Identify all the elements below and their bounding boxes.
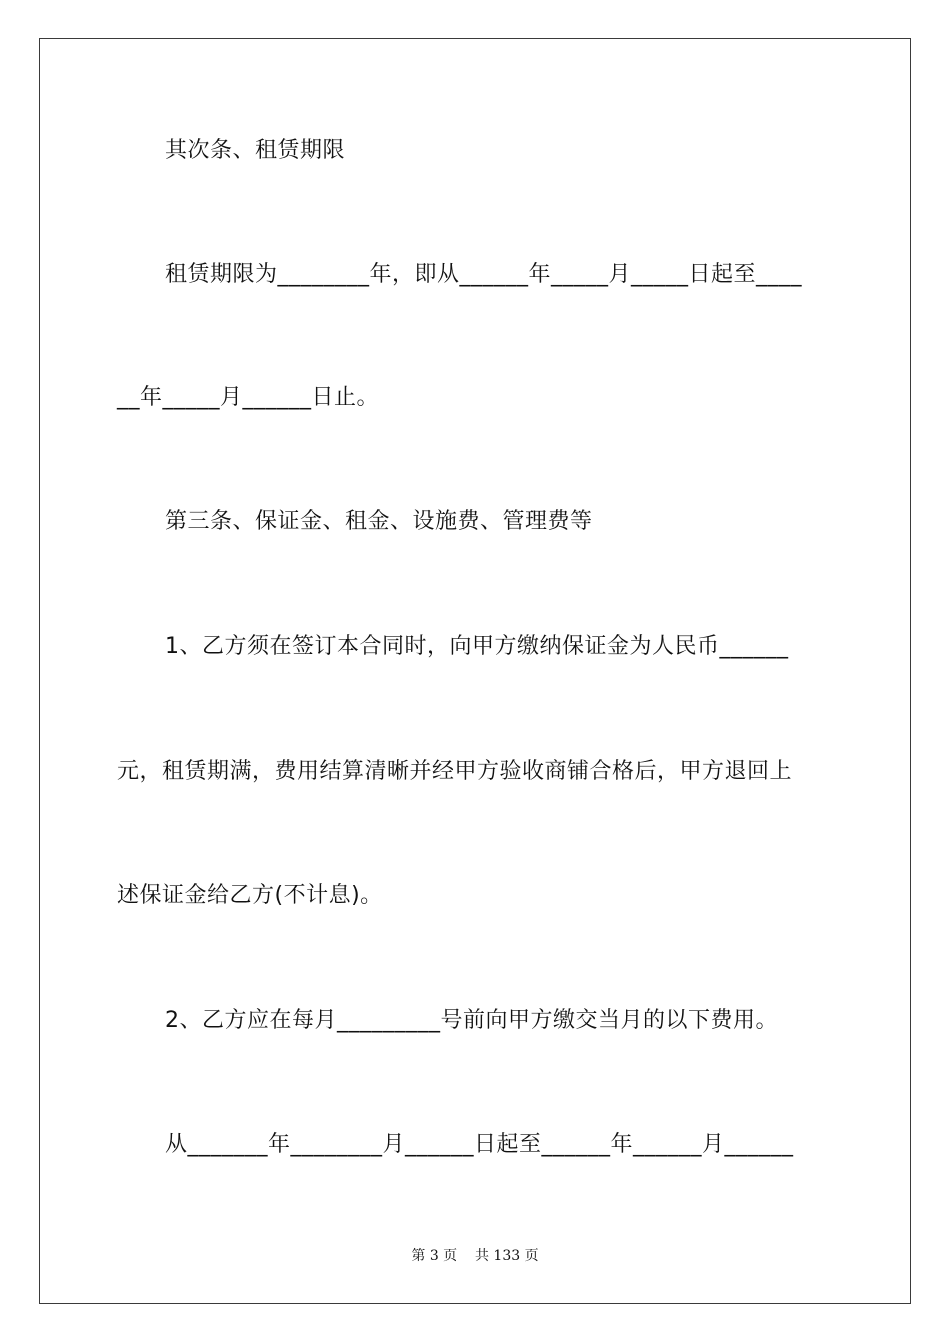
paragraph-line: 元，租赁期满，费用结算清晰并经甲方验收商铺合格后，甲方退回上 xyxy=(117,759,793,784)
page-border xyxy=(39,38,911,1304)
page-number-footer: 第 3 页 共 133 页 xyxy=(411,1248,539,1264)
paragraph-line: __年_____月______日止。 xyxy=(117,385,380,410)
section-heading-fees: 第三条、保证金、租金、设施费、管理费等 xyxy=(165,509,593,534)
paragraph-line: 从_______年________月______日起至______年______月______ xyxy=(165,1132,794,1157)
paragraph-line: 2、乙方应在每月_________号前向甲方缴交当月的以下费用。 xyxy=(165,1008,778,1033)
paragraph-line: 1、乙方须在签订本合同时，向甲方缴纳保证金为人民币______ xyxy=(165,634,789,659)
section-heading-lease-term: 其次条、租赁期限 xyxy=(165,138,346,163)
paragraph-line: 租赁期限为________年，即从______年_____月_____日起至____ xyxy=(165,262,803,287)
paragraph-line: 述保证金给乙方(不计息)。 xyxy=(117,883,383,908)
